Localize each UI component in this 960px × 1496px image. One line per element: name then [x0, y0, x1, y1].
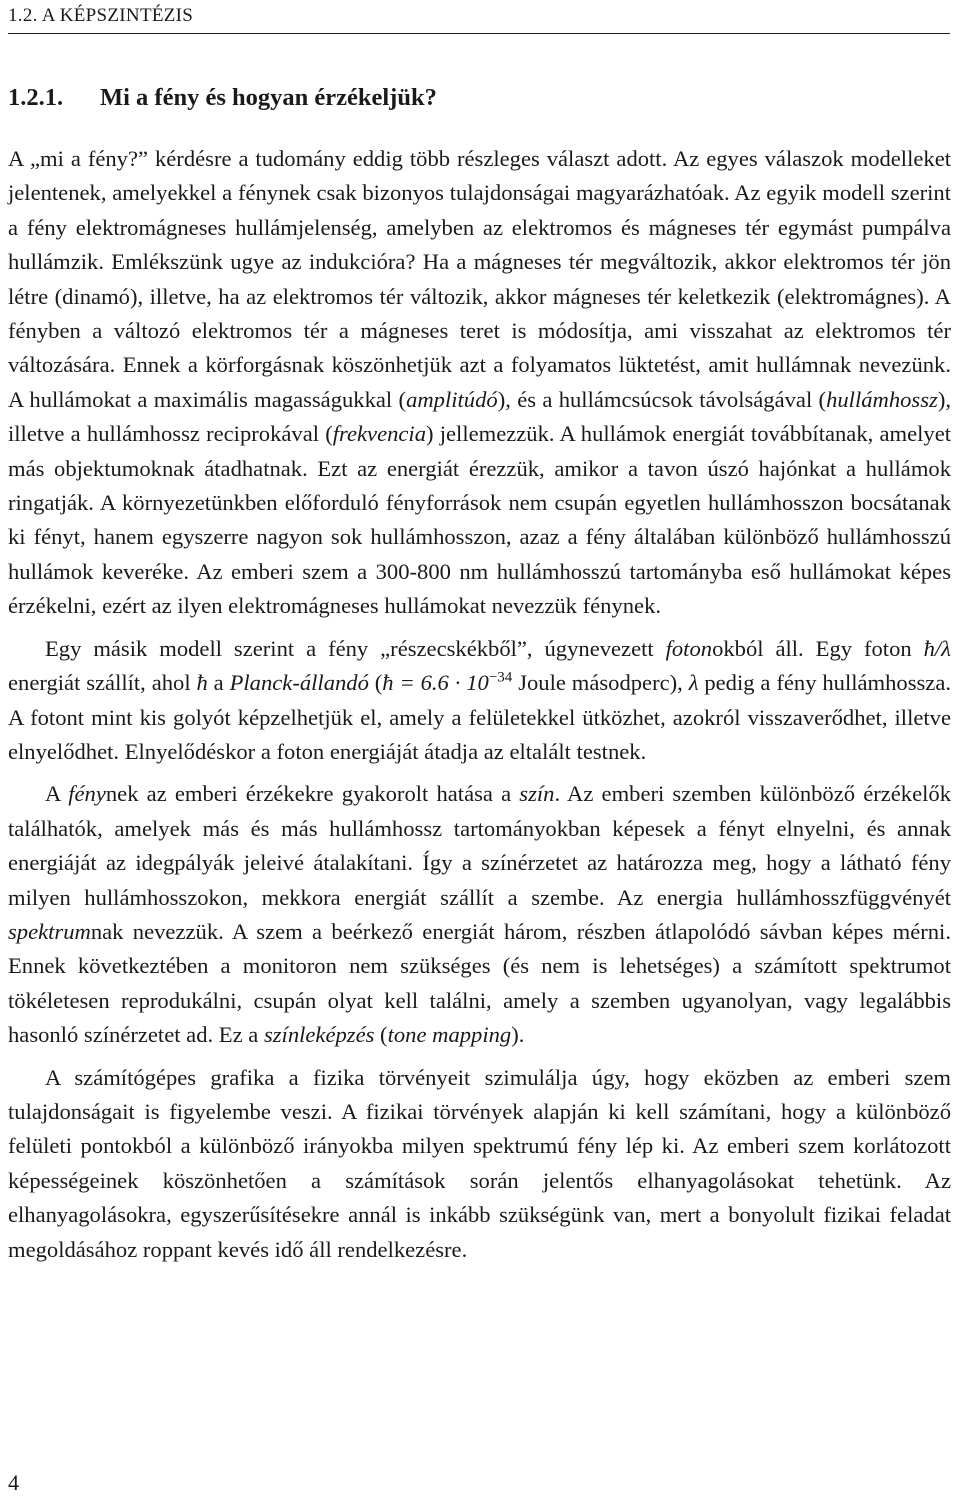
term-spectrum: spektrum: [8, 918, 91, 944]
text-run: ), illetve a hullámhossz reciprokával (: [8, 386, 951, 447]
term-frequency: frekvencia: [332, 421, 426, 447]
paragraph-color: [8, 777, 951, 1052]
text-run: A számítógépes grafika a fizika törvényeit szimulálja úgy, hogy eközben az emberi szem tulajdonságait is figyelembe veszi. A fizikai törvények alapján ki kell számítani, hogy a különböző felületi pontokból a különböző irányokba milyen spektrumú fény lép ki. Az emberi szem korlátozott képességeinek köszönhetően a számítások során jelentős elhanyagolásokat tehetünk. Az elhanyagolásokra, egyszerűsítésekre annál is inkább szükségünk van, mert a bonyolult fizikai feladat megoldásához roppant kevés idő áll rendelkezésre.: [8, 1064, 951, 1262]
math-photon-energy: ħ/λ: [923, 635, 951, 661]
term-photon: foton: [665, 635, 713, 661]
math-lambda: λ: [688, 670, 699, 696]
text-run: a: [207, 670, 230, 696]
text-run: A „mi a fény?” kérdésre a tudomány eddig több részleges választ adott. Az egyes válaszok modelleket jelentenek, amelyekkel a fénynek csak bizonyos tulajdonságai magyarázhatóak. Az egyik modell szerint a fény elektromágneses hullámjelenség, amelyben az elektromos és mágneses tér egymást pumpálva hullámzik. Emlékszünk ugye az indukcióra? Ha a mágneses tér megváltozik, akkor elektromos tér jön létre (dinamó), illetve, ha az elektromos tér változik, akkor mágneses tér keletkezik (elektromágnes). A fényben a változó elektromos tér a mágneses teret is módosítja, ami visszahat az elektromos tér változására. Ennek a körforgásnak köszönhetjük azt a folyamatos lüktetést, amit hullámnak nevezünk. A hullámokat a maximális magasságukkal (: [8, 146, 951, 412]
text-run: ) jellemezzük. A hullámok energiát továbbítanak, amelyet más objektumoknak átadhatnak. Ezt az energiát érezzük, amikor a tavon úszó hajónkat a hullámok ringatják. A környezetünkben előforduló fényforrások nem csupán egyetlen hullámhosszon bocsátanak ki fényt, hanem egyszerre nagyon sok hullámhosszon, azaz a fény általában különböző hullámhosszú hullámok keveréke. Az emberi szem a 300-800 nm hullámhosszú tartományba eső hullámokat képes érzékelni, ezért az ilyen elektromágneses hullámokat nevezzük fénynek.: [8, 421, 951, 619]
term-light: fény: [68, 781, 106, 807]
term-color: szín: [519, 781, 555, 807]
section-title: Mi a fény és hogyan érzékeljük?: [100, 84, 437, 111]
text-run: (: [368, 670, 383, 696]
running-head: 1.2. A KÉPSZINTÉZIS: [8, 5, 194, 26]
math-planck-value: ħ = 6.6 · 10: [382, 670, 489, 696]
text-run: Joule másodperc),: [512, 670, 689, 696]
paragraph-computer-graphics: [8, 1061, 951, 1267]
term-amplitude: amplitúdó: [406, 386, 498, 412]
body-text: [8, 142, 951, 1275]
page-number: 4: [8, 1470, 19, 1495]
term-tone-mapping: tone mapping: [387, 1022, 512, 1048]
text-run: ), és a hullámcsúcsok távolságával (: [497, 386, 827, 412]
math-hbar: ħ: [196, 670, 208, 696]
text-run: nek az emberi érzékekre gyakorolt hatása a: [105, 781, 520, 807]
text-run: . Az emberi szemben különböző érzékelők találhatók, amelyek más és más hullámhossz tartományokban képesek a fényt elnyelni, és annak energiáját az idegpályák jeleivé átalakítani. Így a színérzetet az határozza meg, hogy a látható fény milyen hullámhosszokon, mekkora energiát szállít a szembe. Az energia hullámhosszfüggvényét: [8, 781, 951, 910]
text-run: nak nevezzük. A szem a beérkező energiát három, részben átlapolódó sávban képes mérni. Ennek következtében a monitoron nem szükséges (és nem is lehetséges) a számított spektrumot tökéletesen reprodukálni, csupán olyat kell találni, amely a szemben ugyanolyan, vagy legalábbis hasonló színérzetet ad. Ez a: [8, 918, 951, 1048]
section-number: 1.2.1.: [8, 84, 64, 111]
text-run: energiát szállít, ahol: [8, 670, 197, 696]
text-run: ).: [511, 1022, 525, 1048]
paragraph-photon-model: [8, 632, 951, 770]
section-heading: [8, 84, 437, 112]
text-run: pedig a fény hullámhossza. A fotont mint kis golyót képzelhetjük el, amely a felületekkel ütközhet, azokról visszaverődhet, illetve elnyelődhet. Elnyelődéskor a foton energiáját átadja az eltalált testnek.: [8, 670, 951, 764]
text-run: Egy másik modell szerint a fény „részecskékből”, úgynevezett: [45, 635, 666, 661]
text-run: A: [45, 781, 69, 807]
term-planck-constant: Planck-állandó: [229, 670, 369, 696]
header-rule: [8, 33, 950, 34]
text-run: (: [374, 1022, 388, 1048]
math-exponent: −34: [488, 669, 513, 686]
term-wavelength: hullámhossz: [826, 386, 938, 412]
term-color-mapping: színleképzés: [263, 1022, 375, 1048]
paragraph-wave-model: [8, 142, 951, 624]
text-run: okból áll. Egy foton: [712, 635, 924, 661]
